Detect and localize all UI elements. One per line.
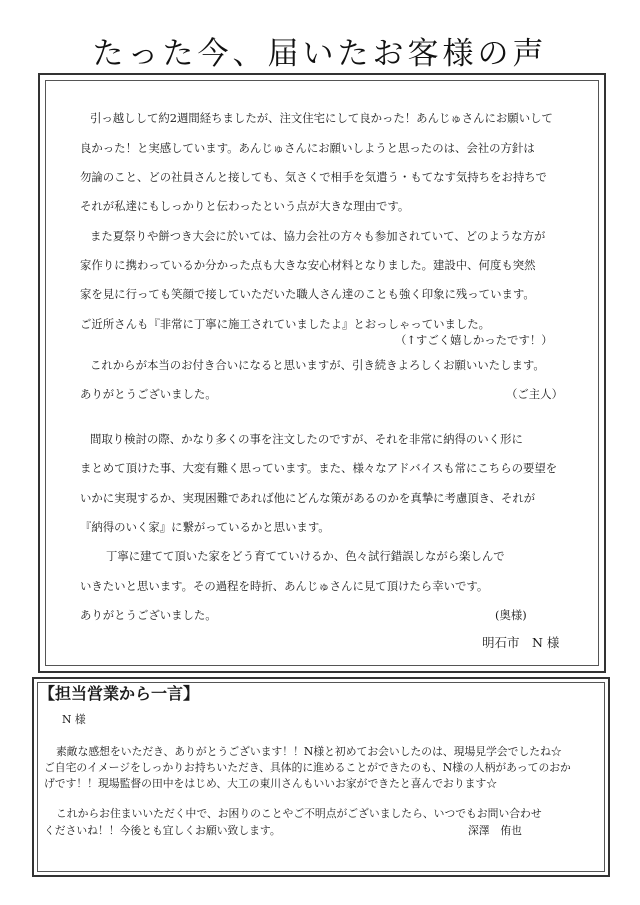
husband-closing-line-1: これからが本当のお付き合いになると思いますが、引き続きよろしくお願いいたします。	[90, 358, 545, 372]
husband-line-3: 勿論のこと、どの社員さんと接しても、気さくで相手を気遣う・もてなす気持ちをお持ちで	[80, 170, 547, 184]
sales-comment-line-4: これからお住まいいただく中で、お困りのことやご不明点がございましたら、いつでもお問い合わせ	[56, 807, 542, 820]
sales-comment-line-3: げです！！現場監督の田中をはじめ、大工の東川さんもいいお家ができたと喜んでおります☆	[44, 777, 498, 790]
wife-line-1: 間取り検討の際、かなり多くの事を注文したのですが、それを非常に納得のいく形に	[90, 432, 523, 446]
sales-comment-heading: 【担当営業から一言】	[39, 684, 200, 703]
sales-comment-line-2: ご自宅のイメージをしっかりお持ちいただき、具体的に進めることができたのも、N様の人柄があってのおか	[44, 761, 571, 774]
husband-signature: （ご主人）	[506, 387, 563, 401]
wife-line-4: 『納得のいく家』に繋がっているかと思います。	[80, 520, 330, 534]
husband-closing-line-2: ありがとうございました。	[80, 387, 217, 401]
sales-comment-line-1: 素敵な感想をいただき、ありがとうございます！！N様と初めてお会いしたのは、現場見学会でしたね☆	[56, 745, 562, 758]
sales-comment-signature: 深澤 侑也	[468, 824, 522, 837]
wife-line-7: ありがとうございました。	[80, 608, 217, 622]
wife-line-3: いかに実現するか、実現困難であれば他にどんな策があるのかを真摯に考慮頂き、それが	[80, 491, 536, 505]
customer-name: 明石市 N 様	[482, 635, 560, 650]
husband-line-1: 引っ越しして約2週間経ちましたが、注文住宅にして良かった！あんじゅさんにお願いして	[90, 111, 553, 125]
husband-line-2: 良かった！と実感しています。あんじゅさんにお願いしようと思ったのは、会社の方針は	[80, 141, 535, 155]
sales-comment-addressee: N 様	[62, 713, 86, 726]
husband-line-4: それが私達にもしっかりと伝わったという点が大きな理由です。	[80, 199, 410, 213]
page-title: たった今、届いたお客様の声	[92, 36, 548, 72]
wife-line-2: まとめて頂けた事、大変有難く思っています。また、様々なアドバイスも常にこちらの要望を	[80, 461, 558, 475]
husband-line-6: 家作りに携わっているか分かった点も大きな安心材料となりました。建設中、何度も突然	[80, 258, 536, 272]
wife-line-5: 丁寧に建てて頂いた家をどう育てていけるか、色々試行錯誤しながら楽しんで	[106, 549, 505, 563]
wife-line-6: いきたいと思います。その過程を時折、あんじゅさんに見て頂けたら幸いです。	[80, 579, 489, 593]
husband-aside: （↑すごく嬉しかったです！）	[395, 333, 553, 347]
husband-line-7: 家を見に行っても笑顔で接していただいた職人さん達のことも強く印象に残っています。	[80, 287, 535, 301]
husband-line-8: ご近所さんも『非常に丁寧に施工されていましたよ』とおっしゃっていました。	[80, 317, 491, 331]
husband-line-5: また夏祭りや餅つき大会に於いては、協力会社の方々も参加されていて、どのような方が	[90, 229, 546, 243]
sales-comment-line-5: くださいね！！今後とも宜しくお願い致します。	[44, 824, 281, 837]
sales-comment-frame	[32, 677, 610, 877]
customer-letter-frame	[38, 73, 606, 673]
wife-signature: (奥様)	[495, 608, 527, 622]
